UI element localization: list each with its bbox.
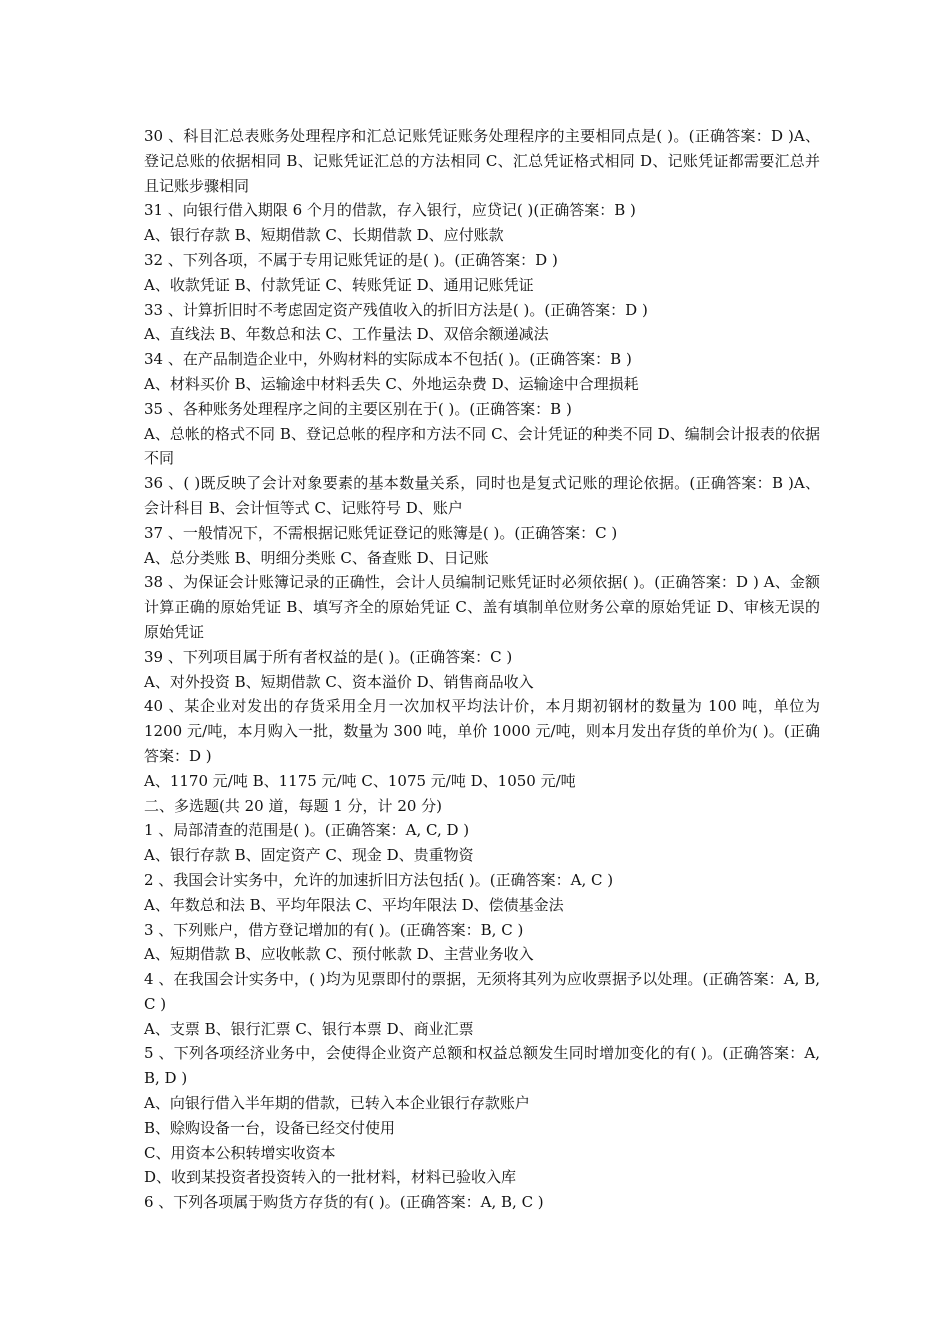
- mq3-options: A、短期借款 B、应收帐款 C、预付帐款 D、主营业务收入: [144, 945, 534, 964]
- document-body: [144, 124, 820, 1215]
- q32-text: 32 、下列各项，不属于专用记账凭证的是( )。(正确答案：D ): [144, 250, 558, 269]
- mq5-option-b: B、赊购设备一台，设备已经交付使用: [144, 1118, 396, 1137]
- q31-options: A、银行存款 B、短期借款 C、长期借款 D、应付账款: [144, 226, 504, 245]
- q33-text: 33 、计算折旧时不考虑固定资产残值收入的折旧方法是( )。(正确答案：D ): [144, 300, 648, 319]
- mq3-text: 3 、下列账户，借方登记增加的有( )。(正确答案：B, C ): [144, 920, 524, 939]
- mq4-options: A、支票 B、银行汇票 C、银行本票 D、商业汇票: [144, 1019, 474, 1038]
- mq2-options: A、年数总和法 B、平均年限法 C、平均年限法 D、偿债基金法: [144, 895, 564, 914]
- q33-options: A、直线法 B、年数总和法 C、工作量法 D、双倍余额递减法: [144, 325, 549, 344]
- q40-options: A、1170 元/吨 B、1175 元/吨 C、1075 元/吨 D、1050 元/吨: [144, 771, 576, 790]
- q39-text: 39 、下列项目属于所有者权益的是( )。(正确答案：C ): [144, 647, 513, 666]
- q40-text: 40 、某企业对发出的存货采用全月一次加权平均法计价，本月期初钢材的数量为 100 吨，单位为 1200 元/吨，本月购入一批，数量为 300 吨，单价 1000 元/吨，则本月发出存货的单价为( )。(正确答案：D ): [144, 697, 820, 765]
- q39-options: A、对外投资 B、短期借款 C、资本溢价 D、销售商品收入: [144, 672, 534, 691]
- q36-text: 36 、( )既反映了会计对象要素的基本数量关系，同时也是复式记账的理论依据。(正确答案：B )A、会计科目 B、会计恒等式 C、记账符号 D、账户: [144, 474, 820, 517]
- mq4-text: 4 、在我国会计实务中，( )均为见票即付的票据，无须将其列为应收票据予以处理。(正确答案：A, B, C ): [144, 970, 820, 1013]
- mq5-option-d: D、收到某投资者投资转入的一批材料，材料已验收入库: [144, 1168, 517, 1187]
- mq1-options: A、银行存款 B、固定资产 C、现金 D、贵重物资: [144, 846, 474, 865]
- mq5-option-c: C、用资本公积转增实收资本: [144, 1143, 336, 1162]
- q30-text: 30 、科目汇总表账务处理程序和汇总记账凭证账务处理程序的主要相同点是( )。(正确答案：D )A、登记总账的依据相同 B、记账凭证汇总的方法相同 C、汇总凭证格式相同 D、记账凭证都需要汇总并且记账步骤相同: [144, 127, 820, 195]
- q32-options: A、收款凭证 B、付款凭证 C、转账凭证 D、通用记账凭证: [144, 275, 534, 294]
- mq6-text: 6 、下列各项属于购货方存货的有( )。(正确答案：A, B, C ): [144, 1193, 544, 1212]
- q37-options: A、总分类账 B、明细分类账 C、备查账 D、日记账: [144, 548, 489, 567]
- mq5-text: 5 、下列各项经济业务中，会使得企业资产总额和权益总额发生同时增加变化的有( )。(正确答案：A, B, D ): [144, 1044, 820, 1088]
- mq5-option-a: A、向银行借入半年期的借款，已转入本企业银行存款账户: [144, 1094, 530, 1113]
- section-heading-multiple-choice: 二、多选题(共 20 道，每题 1 分，计 20 分): [144, 796, 443, 815]
- q38-text: 38 、为保证会计账簿记录的正确性，会计人员编制记账凭证时必须依据( )。(正确答案：D ) A、金额计算正确的原始凭证 B、填写齐全的原始凭证 C、盖有填制单位财务公章的原始凭证 D、审核无误的原始凭证: [144, 573, 820, 641]
- q35-text: 35 、各种账务处理程序之间的主要区别在于( )。(正确答案：B ): [144, 399, 572, 418]
- q34-options: A、材料买价 B、运输途中材料丢失 C、外地运杂费 D、运输途中合理损耗: [144, 374, 639, 393]
- q34-text: 34 、在产品制造企业中，外购材料的实际成本不包括( )。(正确答案：B ): [144, 350, 632, 369]
- mq2-text: 2 、我国会计实务中，允许的加速折旧方法包括( )。(正确答案：A, C ): [144, 870, 614, 889]
- q37-text: 37 、一般情况下，不需根据记账凭证登记的账簿是( )。(正确答案：C ): [144, 523, 618, 542]
- q35-options: A、总帐的格式不同 B、登记总帐的程序和方法不同 C、会计凭证的种类不同 D、编制会计报表的依据不同: [144, 424, 820, 468]
- mq1-text: 1 、局部清查的范围是( )。(正确答案：A, C, D ): [144, 821, 470, 840]
- q31-text: 31 、向银行借入期限 6 个月的借款，存入银行，应贷记( )(正确答案：B ): [144, 201, 636, 220]
